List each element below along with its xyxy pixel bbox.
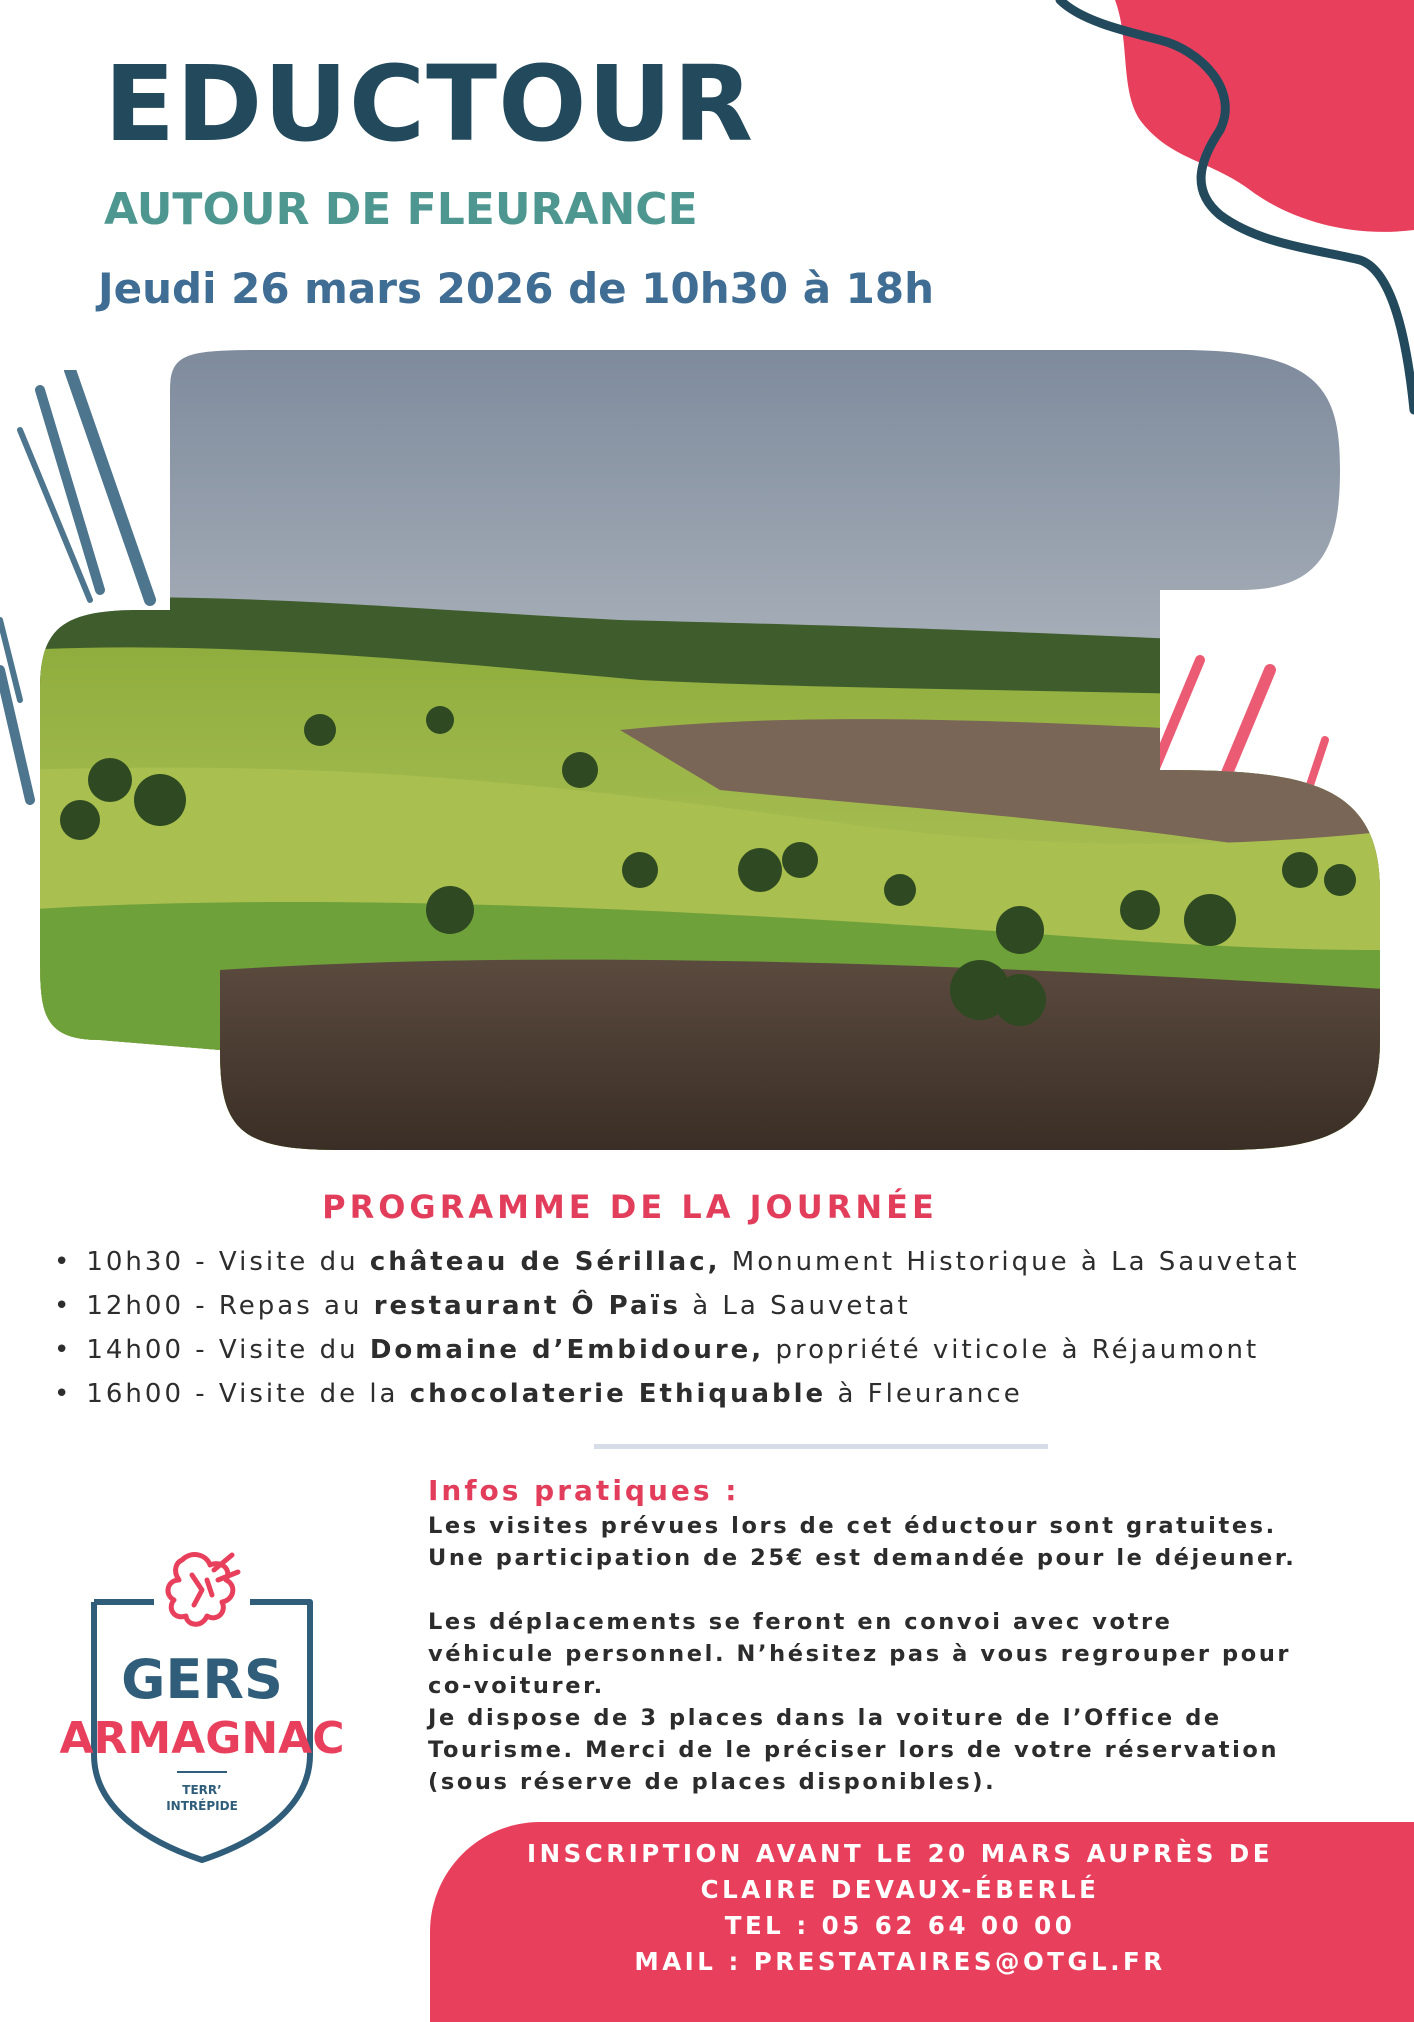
infos-line: Les visites prévues lors de cet éductour sont gratuites. bbox=[428, 1513, 1277, 1539]
page-subtitle: AUTOUR DE FLEURANCE bbox=[104, 184, 698, 235]
registration-deadline: INSCRIPTION AVANT LE 20 MARS AUPRÈS DE bbox=[527, 1839, 1273, 1868]
program-list bbox=[54, 1240, 1299, 1416]
registration-contact-name: CLAIRE DEVAUX-ÉBERLÉ bbox=[700, 1875, 1100, 1904]
program-heading: PROGRAMME DE LA JOURNÉE bbox=[322, 1188, 938, 1226]
infos-line: Je dispose de 3 places dans la voiture de l’Office de bbox=[428, 1705, 1222, 1731]
logo-armagnac: ARMAGNAC bbox=[59, 1713, 345, 1764]
logo-tagline-1: TERR’ bbox=[182, 1783, 222, 1797]
divider bbox=[594, 1444, 1048, 1449]
program-item: • 16h00 - Visite de la chocolaterie Ethiquable à Fleurance bbox=[54, 1372, 1299, 1416]
program-item: • 10h30 - Visite du château de Sérillac, Monument Historique à La Sauvetat bbox=[54, 1240, 1299, 1284]
program-item: • 14h00 - Visite du Domaine d’Embidoure, propriété viticole à Réjaumont bbox=[54, 1328, 1299, 1372]
infos-spacer bbox=[428, 1574, 1388, 1606]
infos-heading: Infos pratiques : bbox=[428, 1474, 740, 1507]
lion-icon bbox=[168, 1555, 238, 1625]
gers-armagnac-logo bbox=[42, 1550, 362, 1870]
infos-line: co-voiturer. bbox=[428, 1673, 605, 1699]
infos-line: Les déplacements se feront en convoi avec votre bbox=[428, 1609, 1173, 1635]
logo-tagline-2: INTRÉPIDE bbox=[166, 1799, 238, 1813]
infos-line: véhicule personnel. N’hésitez pas à vous regrouper pour bbox=[428, 1641, 1292, 1667]
logo-gers: GERS bbox=[121, 1648, 283, 1711]
infos-line: Tourisme. Merci de le préciser lors de votre réservation bbox=[428, 1737, 1280, 1763]
page-title: EDUCTOUR bbox=[104, 43, 755, 165]
registration-text bbox=[520, 1836, 1280, 1980]
infos-line: (sous réserve de places disponibles). bbox=[428, 1769, 997, 1795]
registration-email: MAIL : PRESTATAIRES@OTGL.FR bbox=[634, 1947, 1166, 1976]
infos-line: Une participation de 25€ est demandée pour le déjeuner. bbox=[428, 1545, 1297, 1571]
registration-phone: TEL : 05 62 64 00 00 bbox=[724, 1911, 1076, 1940]
program-item: • 12h00 - Repas au restaurant Ô Païs à La Sauvetat bbox=[54, 1284, 1299, 1328]
landscape-photo bbox=[20, 350, 1400, 1150]
infos-body bbox=[428, 1510, 1388, 1798]
event-date: Jeudi 26 mars 2026 de 10h30 à 18h bbox=[98, 264, 935, 313]
